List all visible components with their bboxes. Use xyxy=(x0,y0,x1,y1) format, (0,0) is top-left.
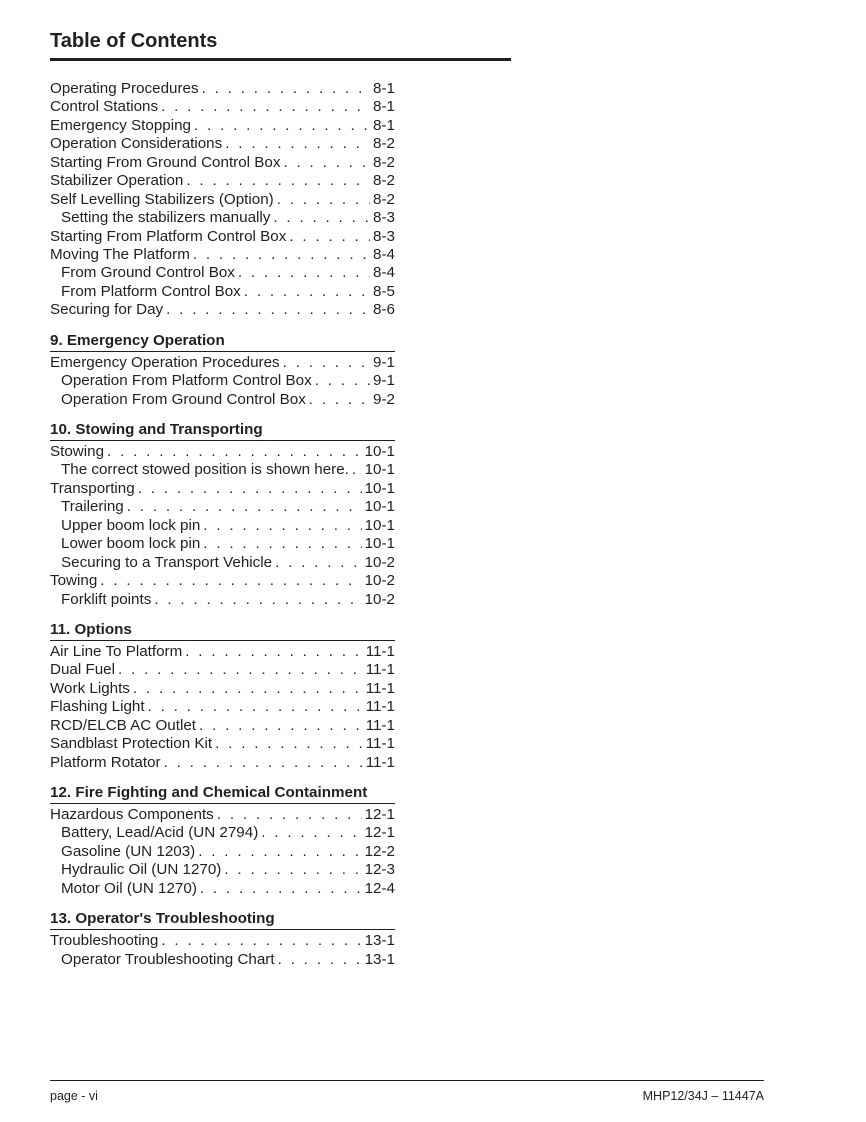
toc-entry-label: Upper boom lock pin xyxy=(61,516,201,534)
toc-entry-label: Securing to a Transport Vehicle xyxy=(61,553,273,571)
toc-entry-label: Emergency Stopping xyxy=(50,116,191,134)
toc-intro-group xyxy=(50,80,395,320)
section-heading[interactable]: 12. Fire Fighting and Chemical Containment xyxy=(50,782,395,804)
dot-leader xyxy=(154,591,361,609)
toc-section xyxy=(50,908,395,969)
toc-entry-label: Emergency Operation Procedures xyxy=(50,353,280,371)
toc-entry-page: 10-1 xyxy=(364,443,395,460)
toc-entry-label: Setting the stabilizers manually xyxy=(61,209,271,227)
toc-entry-label: Towing xyxy=(50,572,98,590)
toc-subentry[interactable] xyxy=(50,391,395,409)
toc-entry[interactable] xyxy=(50,661,395,679)
toc-subentry[interactable] xyxy=(50,209,395,227)
toc-subentry[interactable] xyxy=(50,824,395,842)
toc-entry[interactable] xyxy=(50,172,395,190)
toc-entry-label: Operation From Ground Control Box xyxy=(61,390,306,408)
toc-entry-page: 10-2 xyxy=(364,590,395,608)
dot-leader xyxy=(273,209,370,227)
toc-subentry[interactable] xyxy=(50,283,395,301)
toc-entry-label: RCD/ELCB AC Outlet xyxy=(50,716,197,734)
dot-leader xyxy=(100,572,361,590)
toc-entry-label: Operation Considerations xyxy=(50,135,223,153)
dot-leader xyxy=(203,517,361,535)
toc-subentry[interactable] xyxy=(50,535,395,553)
toc-entry[interactable] xyxy=(50,806,395,824)
toc-subentry[interactable] xyxy=(50,951,395,969)
dot-leader xyxy=(186,172,370,190)
toc-entry-page: 11-1 xyxy=(365,735,395,753)
dot-leader xyxy=(352,461,362,479)
section-heading[interactable]: 11. Options xyxy=(50,619,395,641)
dot-leader xyxy=(164,754,363,772)
toc-entry[interactable] xyxy=(50,301,395,319)
toc-entry-label: Dual Fuel xyxy=(50,661,115,679)
toc-section xyxy=(50,419,395,609)
toc-entry-page: 8-2 xyxy=(373,172,395,190)
toc-entry-page: 8-4 xyxy=(373,264,395,282)
page-footer xyxy=(50,1080,764,1103)
toc-entry-label: Operation From Platform Control Box xyxy=(61,372,312,390)
toc-subentry[interactable] xyxy=(50,264,395,282)
title-rule xyxy=(50,58,511,61)
toc-entry-page: 11-1 xyxy=(365,661,395,679)
dot-leader xyxy=(238,264,370,282)
toc-subentry[interactable] xyxy=(50,880,395,898)
toc-entry[interactable] xyxy=(50,246,395,264)
toc-entry-label: Work Lights xyxy=(50,679,130,697)
toc-entry-label: Hazardous Components xyxy=(50,806,214,823)
toc-entry[interactable] xyxy=(50,698,395,716)
toc-entry-page: 9-2 xyxy=(373,390,395,408)
dot-leader xyxy=(278,951,362,969)
toc-entry-label: Starting From Platform Control Box xyxy=(50,227,287,245)
toc-entry[interactable] xyxy=(50,717,395,735)
toc-entry-page: 11-1 xyxy=(365,679,395,697)
dot-leader xyxy=(161,98,370,116)
toc-section xyxy=(50,619,395,772)
dot-leader xyxy=(217,806,362,824)
toc-entry-page: 8-2 xyxy=(373,135,395,153)
toc-entry-page: 9-1 xyxy=(373,353,395,371)
toc-subentry[interactable] xyxy=(50,372,395,390)
toc-entry-label: Air Line To Platform xyxy=(50,642,183,660)
toc-entry-label: Motor Oil (UN 1270) xyxy=(61,879,197,897)
page-number: page - vi xyxy=(50,1089,98,1103)
section-heading[interactable]: 13. Operator's Troubleshooting xyxy=(50,908,395,930)
dot-leader xyxy=(215,735,363,753)
dot-leader xyxy=(289,228,370,246)
toc-entry-page: 12-1 xyxy=(364,824,395,842)
toc-entry-page: 12-2 xyxy=(364,842,395,860)
dot-leader xyxy=(244,283,370,301)
toc-section xyxy=(50,782,395,898)
toc-entry-label: The correct stowed position is shown here. xyxy=(61,461,349,479)
toc-entry[interactable] xyxy=(50,135,395,153)
dot-leader xyxy=(133,680,363,698)
toc-entry[interactable] xyxy=(50,98,395,116)
toc-entry-label: Self Levelling Stabilizers (Option) xyxy=(50,190,274,208)
dot-leader xyxy=(198,843,361,861)
table-of-contents xyxy=(50,80,395,969)
dot-leader xyxy=(283,354,370,372)
toc-entry[interactable] xyxy=(50,735,395,753)
dot-leader xyxy=(148,698,363,716)
dot-leader xyxy=(277,191,370,209)
dot-leader xyxy=(127,498,362,516)
dot-leader xyxy=(107,443,362,461)
toc-entry-page: 13-1 xyxy=(364,932,395,950)
toc-entry-page: 11-1 xyxy=(365,716,395,734)
toc-entry[interactable] xyxy=(50,480,395,498)
toc-subentry[interactable] xyxy=(50,461,395,479)
toc-entry-page: 8-2 xyxy=(373,153,395,171)
toc-entry-page: 10-2 xyxy=(364,572,395,590)
toc-entry-label: Control Stations xyxy=(50,98,159,116)
section-heading[interactable]: 10. Stowing and Transporting xyxy=(50,419,395,441)
toc-entry[interactable] xyxy=(50,680,395,698)
toc-entry-page: 10-1 xyxy=(364,535,395,553)
dot-leader xyxy=(199,717,363,735)
toc-entry-label: Stowing xyxy=(50,443,105,460)
toc-entry-label: Transporting xyxy=(50,479,135,497)
dot-leader xyxy=(194,117,370,135)
toc-entry-label: Operating Procedures xyxy=(50,80,199,97)
toc-entry[interactable] xyxy=(50,754,395,772)
document-id: MHP12/34J – 11447A xyxy=(642,1089,764,1103)
toc-entry-label: Forklift points xyxy=(61,590,152,608)
dot-leader xyxy=(166,301,370,319)
toc-subentry[interactable] xyxy=(50,554,395,572)
toc-entry-page: 10-1 xyxy=(364,461,395,479)
toc-entry-label: From Platform Control Box xyxy=(61,282,241,300)
toc-entry-page: 8-1 xyxy=(373,98,395,116)
toc-entry-label: Battery, Lead/Acid (UN 2794) xyxy=(61,824,259,842)
dot-leader xyxy=(309,391,370,409)
dot-leader xyxy=(283,154,370,172)
toc-entry[interactable] xyxy=(50,80,395,98)
toc-entry-label: Lower boom lock pin xyxy=(61,535,201,553)
toc-entry-label: From Ground Control Box xyxy=(61,264,235,282)
dot-leader xyxy=(315,372,370,390)
toc-entry-label: Gasoline (UN 1203) xyxy=(61,842,196,860)
toc-entry-page: 10-1 xyxy=(364,498,395,516)
toc-entry-label: Platform Rotator xyxy=(50,753,161,771)
dot-leader xyxy=(200,880,362,898)
toc-entry-page: 10-1 xyxy=(364,516,395,534)
toc-entry-label: Securing for Day xyxy=(50,301,164,319)
dot-leader xyxy=(193,246,370,264)
toc-entry[interactable] xyxy=(50,191,395,209)
toc-entry[interactable] xyxy=(50,643,395,661)
dot-leader xyxy=(118,661,363,679)
toc-entry-page: 9-1 xyxy=(373,372,395,390)
dot-leader xyxy=(161,932,361,950)
section-heading[interactable]: 9. Emergency Operation xyxy=(50,330,395,352)
toc-entry-page: 8-4 xyxy=(373,245,395,263)
toc-entry-label: Flashing Light xyxy=(50,698,145,716)
toc-entry-label: Moving The Platform xyxy=(50,245,190,263)
dot-leader xyxy=(185,643,362,661)
toc-entry[interactable] xyxy=(50,154,395,172)
dot-leader xyxy=(275,554,362,572)
toc-entry[interactable] xyxy=(50,572,395,590)
toc-entry-label: Troubleshooting xyxy=(50,932,159,950)
toc-entry-page: 12-3 xyxy=(364,861,395,879)
toc-subentry[interactable] xyxy=(50,498,395,516)
toc-entry-page: 10-1 xyxy=(364,479,395,497)
toc-subentry[interactable] xyxy=(50,861,395,879)
toc-entry-label: Starting From Ground Control Box xyxy=(50,153,281,171)
dot-leader xyxy=(203,535,361,553)
toc-entry-page: 8-3 xyxy=(373,209,395,227)
toc-entry-label: Operator Troubleshooting Chart xyxy=(61,950,275,968)
toc-subentry[interactable] xyxy=(50,591,395,609)
toc-entry-label: Hydraulic Oil (UN 1270) xyxy=(61,861,222,879)
page-title: Table of Contents xyxy=(50,30,218,52)
toc-entry[interactable] xyxy=(50,117,395,135)
toc-entry-page: 12-4 xyxy=(364,879,395,897)
toc-entry-page: 8-5 xyxy=(373,282,395,300)
toc-section xyxy=(50,330,395,409)
dot-leader xyxy=(202,80,370,98)
dot-leader xyxy=(261,824,361,842)
toc-entry-page: 12-1 xyxy=(364,806,395,823)
toc-entry[interactable] xyxy=(50,443,395,461)
toc-entry[interactable] xyxy=(50,228,395,246)
toc-entry-page: 8-3 xyxy=(373,227,395,245)
toc-entry-page: 11-1 xyxy=(365,698,395,716)
toc-entry-page: 8-1 xyxy=(373,80,395,97)
toc-entry[interactable] xyxy=(50,354,395,372)
toc-entry-page: 13-1 xyxy=(364,950,395,968)
dot-leader xyxy=(138,480,362,498)
toc-entry-page: 11-1 xyxy=(365,642,395,660)
toc-subentry[interactable] xyxy=(50,843,395,861)
toc-entry-page: 11-1 xyxy=(365,753,395,771)
toc-entry[interactable] xyxy=(50,932,395,950)
dot-leader xyxy=(224,861,361,879)
toc-entry-label: Trailering xyxy=(61,498,124,516)
toc-entry-page: 8-2 xyxy=(373,190,395,208)
toc-entry-page: 8-1 xyxy=(373,116,395,134)
toc-entry-page: 8-6 xyxy=(373,301,395,319)
page-header xyxy=(50,28,511,61)
dot-leader xyxy=(225,135,370,153)
toc-entry-label: Sandblast Protection Kit xyxy=(50,735,213,753)
toc-entry-page: 10-2 xyxy=(364,553,395,571)
toc-subentry[interactable] xyxy=(50,517,395,535)
toc-entry-label: Stabilizer Operation xyxy=(50,172,184,190)
